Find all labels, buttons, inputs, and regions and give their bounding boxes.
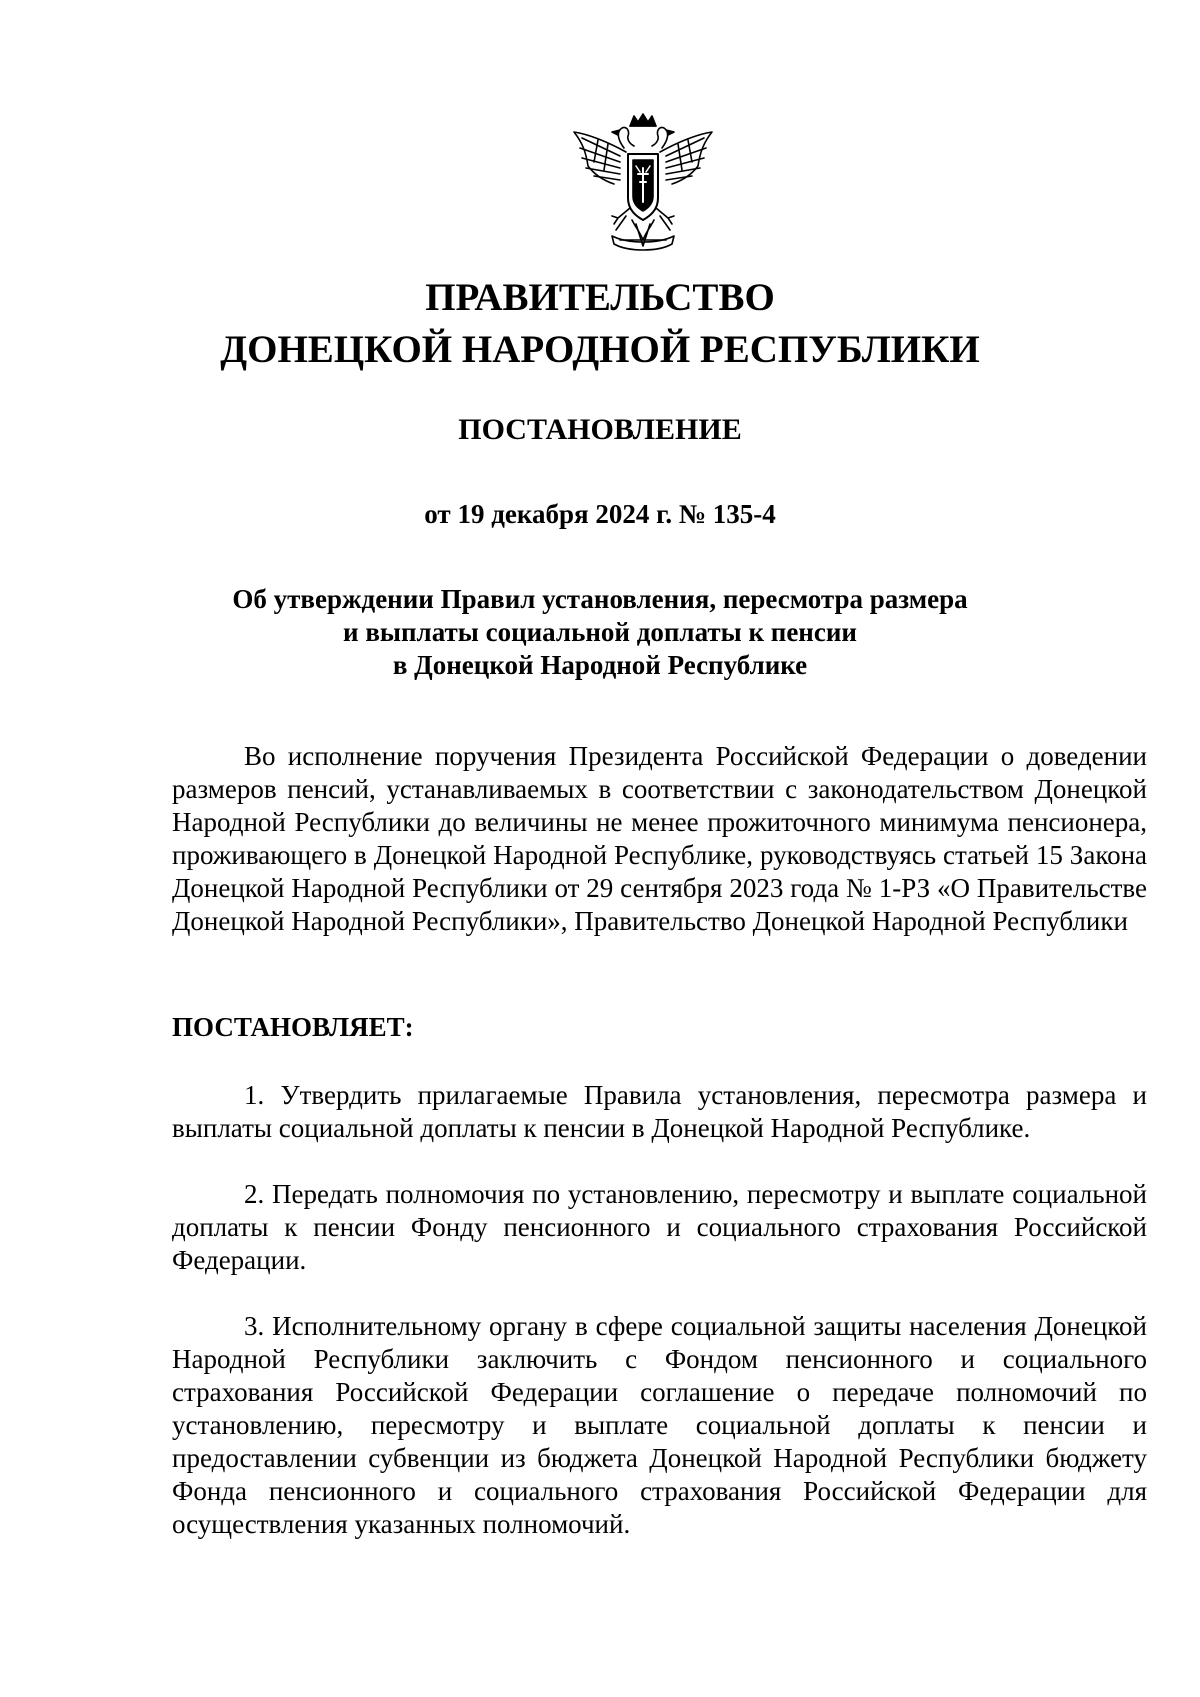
subject-line-2: и выплаты социальной доплаты к пенсии	[343, 617, 857, 647]
dpr-coat-of-arms-icon	[568, 112, 718, 260]
subject-line-3: в Донецкой Народной Республике	[392, 650, 808, 680]
resolves-heading: ПОСТАНОВЛЯЕТ:	[172, 1012, 414, 1042]
resolution-item-2: 2. Передать полномочия по установлению, пересмотру и выплате социальной доплаты к пенсии Фонду пенсионного и социального страхования Российской Федерации.	[172, 1179, 1147, 1275]
document-date-number: от 19 декабря 2024 г. № 135-4	[424, 499, 776, 529]
document-subject	[0, 583, 1200, 682]
resolution-item-1: 1. Утвердить прилагаемые Правила установления, пересмотра размера и выплаты социальной доплаты к пенсии в Донецкой Народной Республике.	[172, 1080, 1147, 1143]
government-title-line2: ДОНЕЦКОЙ НАРОДНОЙ РЕСПУБЛИКИ	[220, 328, 980, 371]
resolution-item-3: 3. Исполнительному органу в сфере социальной защиты населения Донецкой Народной Республики заключить с Фондом пенсионного и социального страхования Российской Федерации соглашение о передаче полномочий по установлению, пересмотру и выплате социальной доплаты к пенсии и предоставлении субвенции из бюджета Донецкой Народной Республики бюджету Фонда пенсионного и социального страхования Российской Федерации для осуществления указанных полномочий.	[172, 1311, 1147, 1539]
government-title-line1: ПРАВИТЕЛЬСТВО	[425, 276, 775, 319]
government-title	[0, 272, 1200, 376]
subject-line-1: Об утверждении Правил установления, пересмотра размера	[232, 584, 968, 614]
preamble-paragraph: Во исполнение поручения Президента Российской Федерации о доведении размеров пенсий, устанавливаемых в соответствии с законодательством Донецкой Народной Республики до величины не менее прожиточного минимума пенсионера, проживающего в Донецкой Народной Республике, руководствуясь статьей 15 Закона Донецкой Народной Республики от 29 сентября 2023 года № 1-РЗ «О Правительстве Донецкой Народной Республики», Правительство Донецкой Народной Республики	[172, 741, 1147, 936]
document-type: ПОСТАНОВЛЕНИЕ	[458, 413, 742, 446]
